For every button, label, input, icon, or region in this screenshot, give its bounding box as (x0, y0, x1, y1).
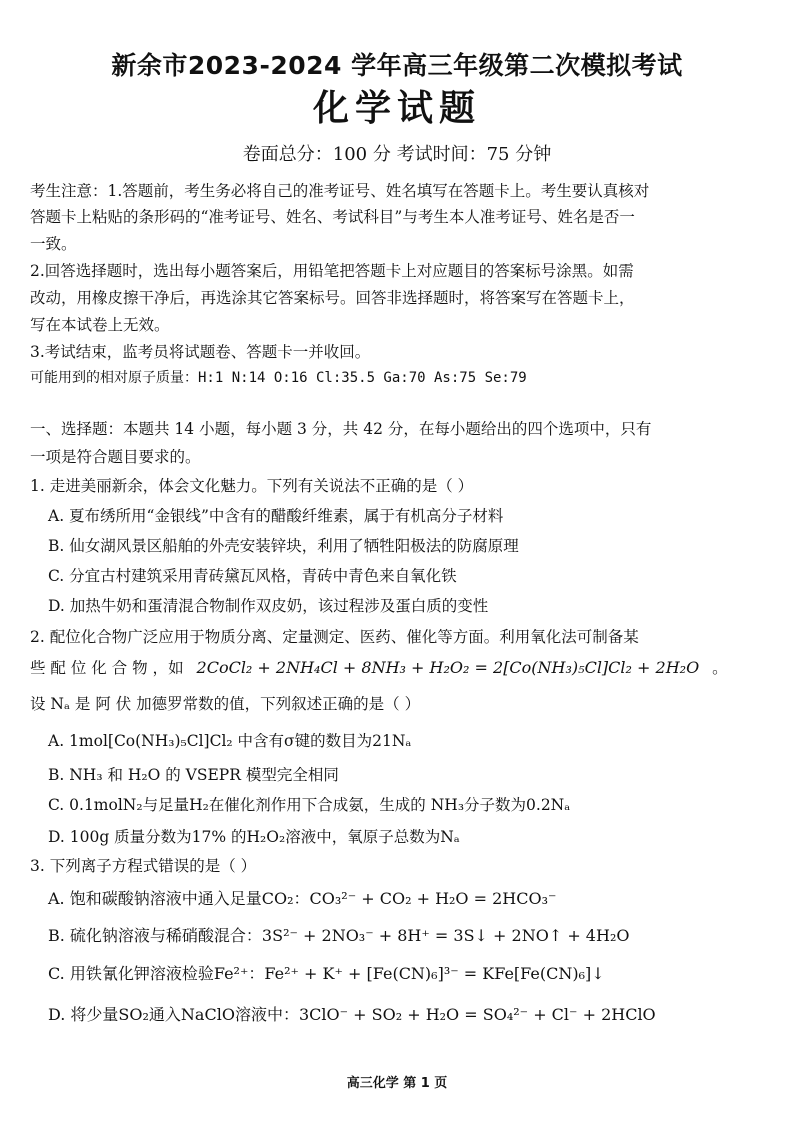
question-3-option-a: A. 饱和碳酸钠溶液中通入足量CO₂：CO₃²⁻ + CO₂ + H₂O = 2HCO₃⁻ (48, 889, 557, 908)
note-line: 2.回答选择题时，选出每小题答案后，用铅笔把答题卡上对应题目的答案标号涂黑。如需 (30, 262, 634, 280)
question-2-option-b: B. NH₃ 和 H₂O 的 VSEPR 模型完全相同 (48, 766, 339, 784)
question-1-option-c: C. 分宜古村建筑采用青砖黛瓦风格，青砖中青色来自氧化铁 (48, 567, 457, 585)
note-line: 一致。 (30, 235, 77, 253)
note-line: 考生注意：1.答题前，考生务必将自己的准考证号、姓名填写在答题卡上。考生要认真核对 (30, 182, 650, 200)
question-1-option-a: A. 夏布绣所用“金银线”中含有的醋酸纤维素，属于有机高分子材料 (48, 507, 504, 525)
question-3-stem: 3. 下列离子方程式错误的是（ ） (30, 857, 257, 875)
question-2-prefix: 些 配 位 化 合 物 ，如 (30, 659, 184, 677)
question-3-option-c: C. 用铁氰化钾溶液检验Fe²⁺：Fe²⁺ + K⁺ + [Fe(CN)₆]³⁻ = KFe[Fe(CN)₆]↓ (48, 964, 605, 983)
note-line: 3.考试结束，监考员将试题卷、答题卡一并收回。 (30, 343, 371, 361)
question-1-option-b: B. 仙女湖风景区船舶的外壳安装锌块，利用了牺牲阳极法的防腐原理 (48, 537, 519, 555)
note-line: 答题卡上粘贴的条形码的“准考证号、姓名、考试科目”与考生本人准考证号、姓名是否一 (30, 208, 635, 226)
reaction-equation: 2CoCl₂ + 2NH₄Cl + 8NH₃ + H₂O₂ = 2[Co(NH₃)₅Cl]Cl₂ + 2H₂O (196, 658, 700, 677)
question-2-stem-line3: 设 Nₐ 是 阿 伏 加德罗常数的值，下列叙述正确的是（ ） (30, 695, 421, 713)
section-heading: 一项是符合题目要求的。 (30, 448, 201, 466)
question-2-option-d: D. 100g 质量分数为17% 的H₂O₂溶液中，氧原子总数为Nₐ (48, 828, 460, 846)
question-2-option-a: A. 1mol[Co(NH₃)₅Cl]Cl₂ 中含有σ键的数目为21Nₐ (48, 732, 412, 750)
question-2-stem: 2. 配位化合物广泛应用于物质分离、定量测定、医药、催化等方面。利用氧化法可制备某 (30, 628, 639, 646)
note-line: 写在本试卷上无效。 (30, 316, 170, 334)
exam-meta: 卷面总分：100 分 考试时间：75 分钟 (242, 144, 552, 165)
exam-title: 新余市2023-2024 学年高三年级第二次模拟考试 (111, 51, 683, 80)
question-1-option-d: D. 加热牛奶和蛋清混合物制作双皮奶，该过程涉及蛋白质的变性 (48, 597, 489, 615)
page-footer: 高三化学 第 1 页 (346, 1076, 448, 1091)
question-1-stem: 1. 走进美丽新余，体会文化魅力。下列有关说法不正确的是（ ） (30, 477, 474, 495)
note-line: 改动，用橡皮擦干净后，再选涂其它答案标号。回答非选择题时，将答案写在答题卡上， (30, 289, 635, 307)
section-heading: 一、选择题：本题共 14 小题，每小题 3 分，共 42 分，在每小题给出的四个选项中，只有 (30, 420, 652, 438)
subject-title: 化学试题 (312, 88, 481, 129)
question-2-period: 。 (712, 659, 728, 677)
question-2-stem-line2 (30, 657, 728, 679)
question-3-option-b: B. 硫化钠溶液与稀硝酸混合：3S²⁻ + 2NO₃⁻ + 8H⁺ = 3S↓ + 2NO↑ + 4H₂O (48, 926, 630, 945)
question-3-option-d: D. 将少量SO₂通入NaClO溶液中：3ClO⁻ + SO₂ + H₂O = SO₄²⁻ + Cl⁻ + 2HClO (48, 1005, 656, 1024)
question-2-option-c: C. 0.1molN₂与足量H₂在催化剂作用下合成氨，生成的 NH₃分子数为0.2Nₐ (48, 796, 571, 814)
atomic-mass-line: 可能用到的相对原子质量：H:1 N:14 O:16 Cl:35.5 Ga:70 As:75 Se:79 (30, 370, 527, 386)
